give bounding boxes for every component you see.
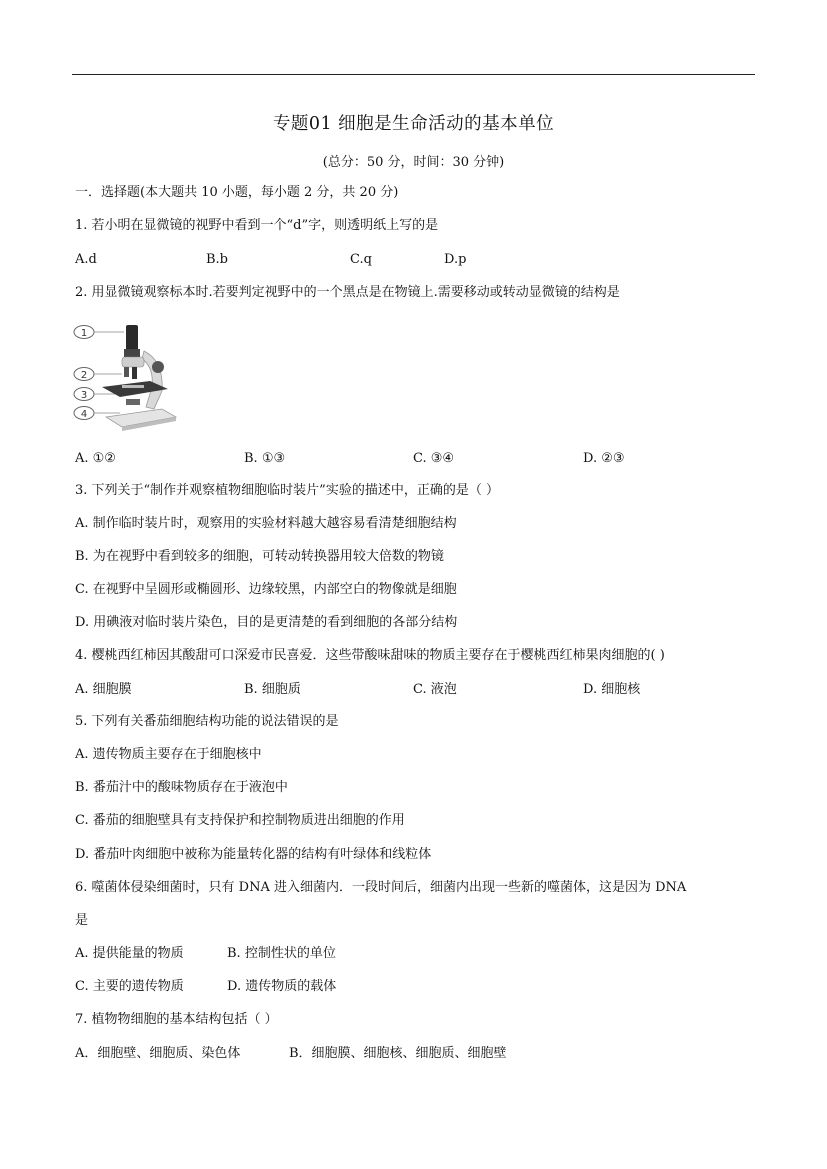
question-2-option-d: D. ②③ — [583, 451, 625, 466]
question-3-option-c: C. 在视野中呈圆形或椭圆形、边缘较黑，内部空白的物像就是细胞 — [75, 582, 457, 597]
question-2-option-b: B. ①③ — [244, 451, 286, 466]
question-5-stem: 5. 下列有关番茄细胞结构功能的说法错误的是 — [75, 714, 339, 729]
question-4-option-b: B. 细胞质 — [244, 682, 301, 697]
question-3-option-a: A. 制作临时装片时，观察用的实验材料越大越容易看清楚细胞结构 — [75, 516, 457, 531]
question-1-option-d: D.p — [444, 252, 467, 267]
svg-text:4: 4 — [80, 409, 88, 420]
question-5-option-b: B. 番茄汁中的酸味物质存在于液泡中 — [75, 780, 288, 795]
svg-text:1: 1 — [80, 328, 88, 339]
header-rule — [72, 74, 755, 75]
question-2-option-a: A. ①② — [75, 451, 116, 466]
figure-label-2 — [74, 368, 122, 382]
svg-text:2: 2 — [80, 370, 88, 381]
question-6-stem-continued: 是 — [75, 913, 89, 928]
question-2-option-c: C. ③④ — [413, 451, 455, 466]
question-4-stem: 4. 樱桃西红柿因其酸甜可口深爱市民喜爱．这些带酸味甜味的物质主要存在于樱桃西红柿果肉细胞的( ) — [75, 648, 665, 663]
question-6-option-c: C. 主要的遗传物质 — [75, 979, 184, 994]
question-7-option-a: A．细胞壁、细胞质、染色体 — [75, 1046, 241, 1061]
question-6-stem: 6. 噬菌体侵染细菌时，只有 DNA 进入细菌内．一段时间后，细菌内出现一些新的噬菌体，这是因为 DNA — [75, 880, 687, 895]
question-5-option-c: C. 番茄的细胞壁具有支持保护和控制物质进出细胞的作用 — [75, 813, 405, 828]
question-5-option-a: A. 遗传物质主要存在于细胞核中 — [75, 747, 262, 762]
page-title: 专题01 细胞是生命活动的基本单位 — [272, 114, 555, 134]
question-1-option-c: C.q — [350, 252, 372, 267]
question-3-option-d: D. 用碘液对临时装片染色，目的是更清楚的看到细胞的各部分结构 — [75, 615, 458, 630]
question-4-option-d: D. 细胞核 — [583, 682, 641, 697]
question-6-option-a: A. 提供能量的物质 — [75, 946, 184, 961]
page-subtitle: (总分：50 分，时间：30 分钟) — [322, 155, 505, 170]
section-heading: 一．选择题(本大题共 10 小题，每小题 2 分，共 20 分) — [75, 185, 399, 200]
question-7-option-b: B．细胞膜、细胞核、细胞质、细胞壁 — [289, 1046, 507, 1061]
question-5-option-d: D. 番茄叶肉细胞中被称为能量转化器的结构有叶绿体和线粒体 — [75, 847, 432, 862]
figure-label-1 — [74, 326, 124, 340]
question-3-stem: 3. 下列关于“制作并观察植物细胞临时装片”实验的描述中，正确的是（ ） — [75, 483, 499, 498]
question-6-option-b: B. 控制性状的单位 — [227, 946, 336, 961]
question-3-option-b: B. 为在视野中看到较多的细胞，可转动转换器用较大倍数的物镜 — [75, 549, 444, 564]
question-1-option-b: B.b — [206, 252, 229, 267]
question-7-stem: 7. 植物物细胞的基本结构包括（ ） — [75, 1012, 278, 1027]
question-1-stem: 1. 若小明在显微镜的视野中看到一个“d”字，则透明纸上写的是 — [75, 218, 439, 233]
question-1-option-a: A.d — [75, 252, 97, 267]
microscope-figure — [72, 321, 182, 433]
svg-text:3: 3 — [80, 390, 88, 401]
question-4-option-a: A. 细胞膜 — [75, 682, 132, 697]
question-2-stem: 2. 用显微镜观察标本时.若要判定视野中的一个黑点是在物镜上.需要移动或转动显微镜的结构是 — [75, 285, 620, 300]
question-4-option-c: C. 液泡 — [413, 682, 457, 697]
question-6-option-d: D. 遗传物质的载体 — [227, 979, 337, 994]
